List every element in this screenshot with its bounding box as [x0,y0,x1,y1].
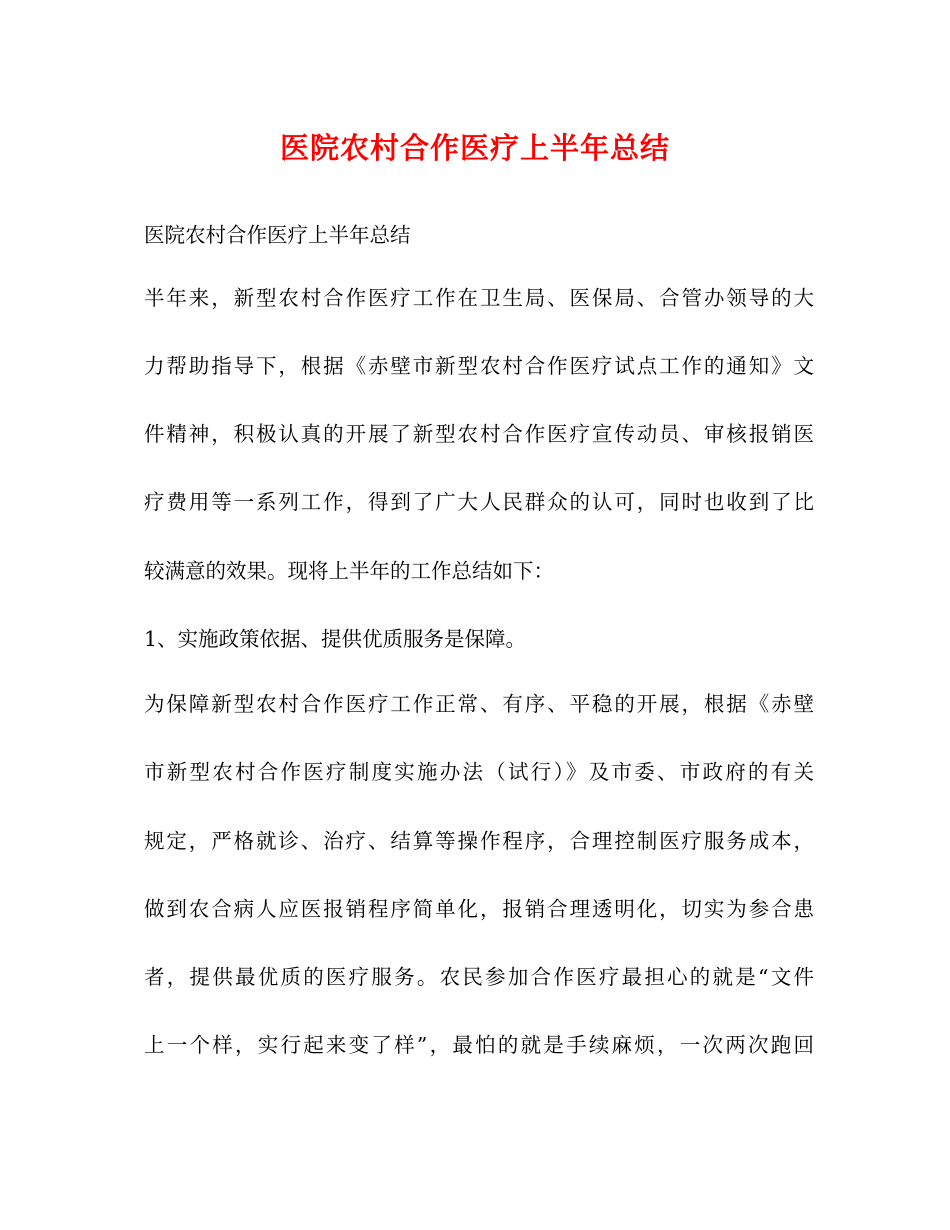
paragraph-line: 件精神，积极认真的开展了新型农村合作医疗宣传动员、审核报销医 [144,422,814,446]
paragraph-line: 较满意的效果。现将上半年的工作总结如下： [144,559,554,583]
paragraph-line: 为保障新型农村合作医疗工作正常、有序、平稳的开展，根据《赤壁 [144,692,814,716]
paragraph-line: 半年来，新型农村合作医疗工作在卫生局、医保局、合管办领导的大 [144,286,814,310]
paragraph-line: 疗费用等一系列工作，得到了广大人民群众的认可，同时也收到了比 [144,490,814,514]
paragraph-line: 上一个样，实行起来变了样”，最怕的就是手续麻烦，一次两次跑回 [144,1033,814,1057]
paragraph-line: 做到农合病人应医报销程序简单化，报销合理透明化，切实为参合患 [144,897,814,921]
paragraph-line: 力帮助指导下，根据《赤壁市新型农村合作医疗试点工作的通知》文 [144,354,814,378]
document-subtitle: 医院农村合作医疗上半年总结 [144,223,411,247]
paragraph-line: 规定，严格就诊、治疗、结算等操作程序，合理控制医疗服务成本， [144,829,814,853]
paragraph-line: 者，提供最优质的医疗服务。农民参加合作医疗最担心的就是“文件 [144,965,814,989]
section-heading: 1、实施政策依据、提供优质服务是保障。 [144,627,527,651]
paragraph-line: 市新型农村合作医疗制度实施办法（试行）》及市委、市政府的有关 [144,760,814,784]
document-title: 医院农村合作医疗上半年总结 [279,131,670,165]
